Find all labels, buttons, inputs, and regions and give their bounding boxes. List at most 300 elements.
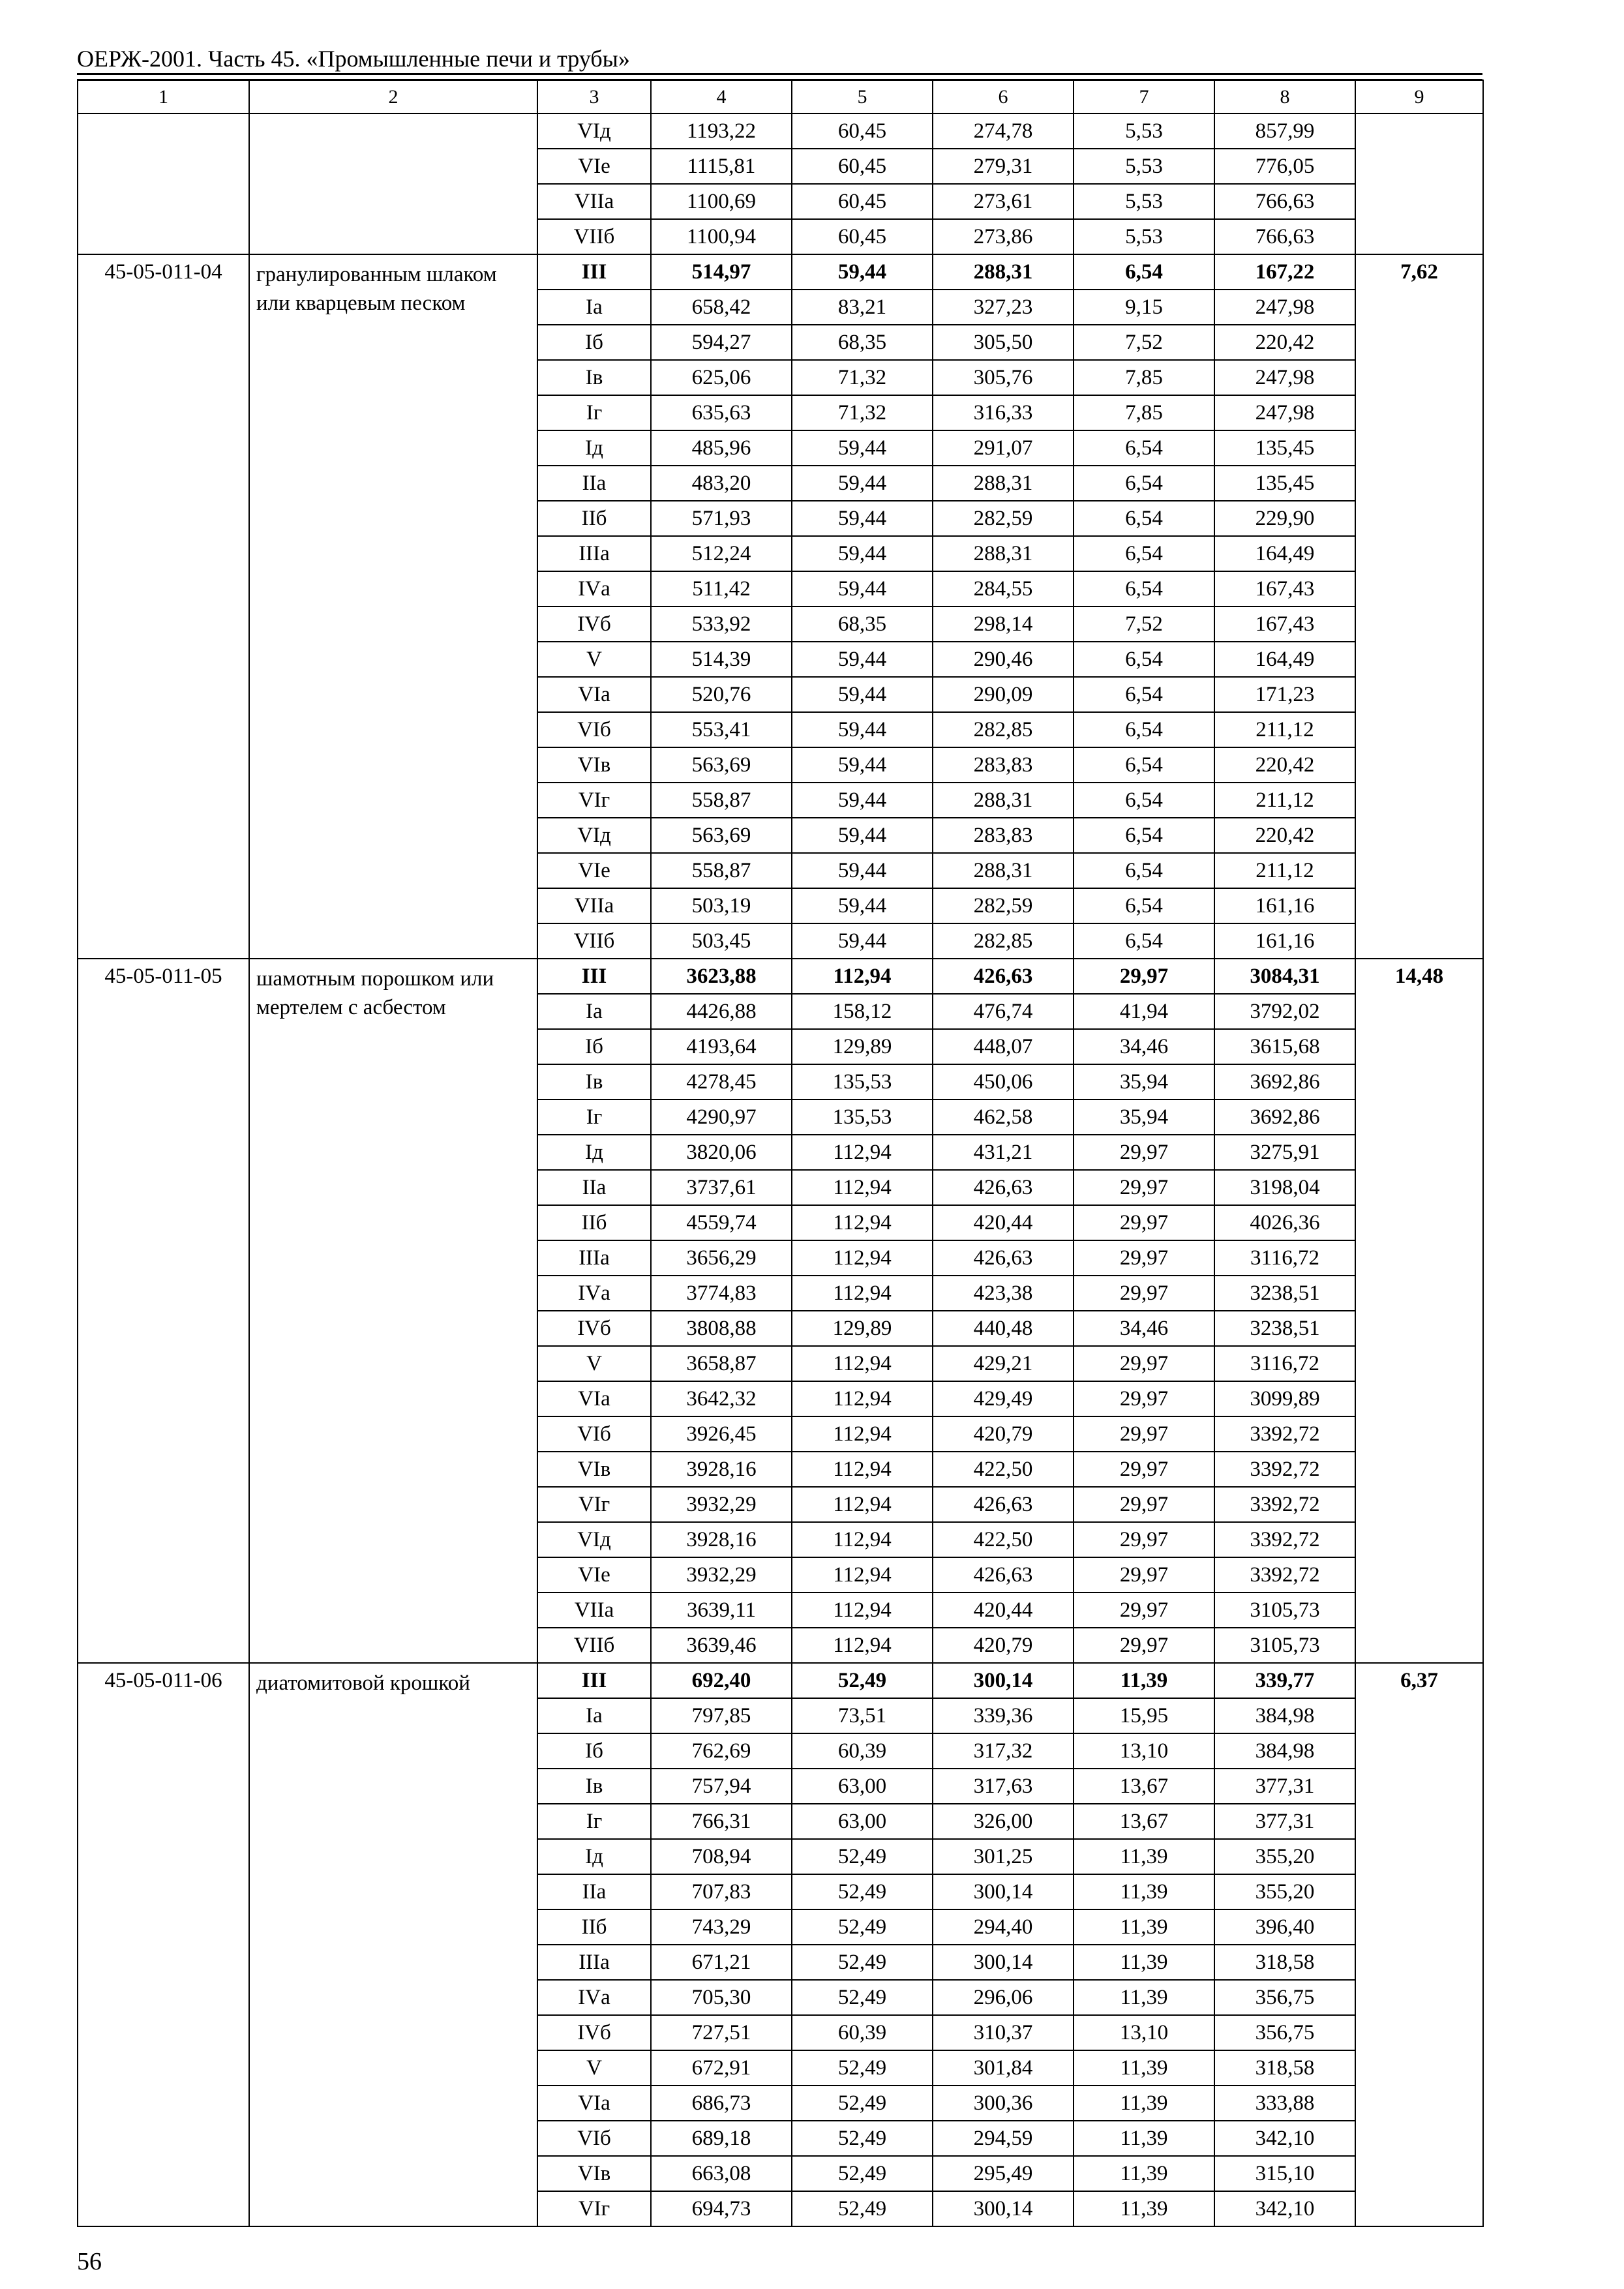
row-index-cell: IVб [537, 606, 651, 642]
row-index-cell: Iв [537, 360, 651, 395]
value-col5-cell: 60,39 [792, 2015, 933, 2050]
value-col4-cell: 514,39 [651, 642, 792, 677]
row-index-cell: IVб [537, 2015, 651, 2050]
value-col5-cell: 59,44 [792, 501, 933, 536]
value-col6-cell: 300,14 [933, 1945, 1074, 1980]
value-col7-cell: 29,97 [1074, 1205, 1214, 1240]
value-col8-cell: 3198,04 [1214, 1170, 1355, 1205]
value-col6-cell: 426,63 [933, 1170, 1074, 1205]
value-col7-cell: 5,53 [1074, 113, 1214, 149]
row-index-cell: Iг [537, 1804, 651, 1839]
value-col8-cell: 167,43 [1214, 606, 1355, 642]
value-col7-cell: 29,97 [1074, 1276, 1214, 1311]
value-col7-cell: 6,54 [1074, 783, 1214, 818]
value-col7-cell: 35,94 [1074, 1064, 1214, 1100]
column-header-4: 4 [651, 80, 792, 113]
value-col6-cell: 273,86 [933, 219, 1074, 254]
value-col6-cell: 283,83 [933, 818, 1074, 853]
value-col8-cell: 247,98 [1214, 395, 1355, 430]
value-col5-cell: 60,39 [792, 1733, 933, 1769]
value-col4-cell: 1193,22 [651, 113, 792, 149]
value-col5-cell: 52,49 [792, 1945, 933, 1980]
value-col4-cell: 3639,46 [651, 1628, 792, 1663]
value-col8-cell: 384,98 [1214, 1733, 1355, 1769]
value-col4-cell: 3774,83 [651, 1276, 792, 1311]
row-index-cell: VIв [537, 1452, 651, 1487]
row-index-cell: IIб [537, 501, 651, 536]
value-col5-cell: 52,49 [792, 2191, 933, 2226]
row-index-cell: VIб [537, 1416, 651, 1452]
value-col5-cell: 59,44 [792, 430, 933, 466]
value-col4-cell: 553,41 [651, 712, 792, 747]
value-col4-cell: 594,27 [651, 325, 792, 360]
value-col5-cell: 112,94 [792, 1628, 933, 1663]
value-col7-cell: 6,54 [1074, 571, 1214, 606]
value-col7-cell: 11,39 [1074, 2156, 1214, 2191]
value-col5-cell: 59,44 [792, 677, 933, 712]
work-description-cell: шамотным порошком или мертелем с асбестом [249, 959, 537, 1663]
value-col7-cell: 29,97 [1074, 1135, 1214, 1170]
value-col4-cell: 4290,97 [651, 1100, 792, 1135]
value-col7-cell: 29,97 [1074, 1416, 1214, 1452]
rates-table-container [77, 80, 1482, 2227]
column-header-9: 9 [1355, 80, 1483, 113]
value-col8-cell: 171,23 [1214, 677, 1355, 712]
row-index-cell: VIе [537, 853, 651, 888]
value-col7-cell: 6,54 [1074, 747, 1214, 783]
row-index-cell: V [537, 1346, 651, 1381]
value-col8-cell: 167,22 [1214, 254, 1355, 290]
row-index-cell: Iг [537, 395, 651, 430]
value-col9-cell: 14,48 [1355, 959, 1483, 1663]
row-index-cell: IVб [537, 1311, 651, 1346]
value-col8-cell: 164,49 [1214, 536, 1355, 571]
value-col5-cell: 112,94 [792, 1381, 933, 1416]
value-col8-cell: 3084,31 [1214, 959, 1355, 994]
row-index-cell: VIIб [537, 219, 651, 254]
value-col5-cell: 52,49 [792, 1663, 933, 1698]
value-col8-cell: 315,10 [1214, 2156, 1355, 2191]
value-col6-cell: 295,49 [933, 2156, 1074, 2191]
value-col5-cell: 52,49 [792, 1839, 933, 1874]
value-col4-cell: 3932,29 [651, 1557, 792, 1593]
value-col6-cell: 296,06 [933, 1980, 1074, 2015]
value-col6-cell: 284,55 [933, 571, 1074, 606]
value-col8-cell: 776,05 [1214, 149, 1355, 184]
work-description-cell: гранулированным шлаком или кварцевым песком [249, 254, 537, 959]
value-col5-cell: 52,49 [792, 2086, 933, 2121]
value-col8-cell: 318,58 [1214, 1945, 1355, 1980]
value-col6-cell: 420,79 [933, 1628, 1074, 1663]
value-col8-cell: 211,12 [1214, 853, 1355, 888]
value-col5-cell: 52,49 [792, 1909, 933, 1945]
row-index-cell: Iб [537, 1733, 651, 1769]
value-col5-cell: 158,12 [792, 994, 933, 1029]
value-col5-cell: 59,44 [792, 783, 933, 818]
value-col4-cell: 558,87 [651, 853, 792, 888]
row-index-cell: VIг [537, 2191, 651, 2226]
value-col7-cell: 11,39 [1074, 1909, 1214, 1945]
value-col7-cell: 29,97 [1074, 1487, 1214, 1522]
value-col7-cell: 11,39 [1074, 2121, 1214, 2156]
value-col7-cell: 29,97 [1074, 1452, 1214, 1487]
value-col4-cell: 707,83 [651, 1874, 792, 1909]
value-col6-cell: 274,78 [933, 113, 1074, 149]
value-col4-cell: 686,73 [651, 2086, 792, 2121]
row-index-cell: Iб [537, 325, 651, 360]
value-col8-cell: 167,43 [1214, 571, 1355, 606]
row-index-cell: Iв [537, 1769, 651, 1804]
row-index-cell: III [537, 254, 651, 290]
value-col4-cell: 1100,69 [651, 184, 792, 219]
value-col5-cell: 68,35 [792, 606, 933, 642]
value-col7-cell: 13,67 [1074, 1804, 1214, 1839]
value-col5-cell: 112,94 [792, 1135, 933, 1170]
row-index-cell: VIа [537, 677, 651, 712]
value-col8-cell: 211,12 [1214, 712, 1355, 747]
value-col6-cell: 279,31 [933, 149, 1074, 184]
value-col7-cell: 6,54 [1074, 923, 1214, 959]
value-col5-cell: 59,44 [792, 853, 933, 888]
value-col8-cell: 857,99 [1214, 113, 1355, 149]
value-col6-cell: 326,00 [933, 1804, 1074, 1839]
table-row [78, 113, 1483, 149]
value-col7-cell: 29,97 [1074, 1170, 1214, 1205]
value-col6-cell: 429,49 [933, 1381, 1074, 1416]
value-col5-cell: 59,44 [792, 747, 933, 783]
value-col7-cell: 29,97 [1074, 1381, 1214, 1416]
row-index-cell: VIIа [537, 1593, 651, 1628]
row-index-cell: Iа [537, 1698, 651, 1733]
row-index-cell: IIIа [537, 1240, 651, 1276]
row-index-cell: VIб [537, 2121, 651, 2156]
value-col7-cell: 7,85 [1074, 360, 1214, 395]
value-col8-cell: 211,12 [1214, 783, 1355, 818]
value-col6-cell: 273,61 [933, 184, 1074, 219]
value-col7-cell: 6,54 [1074, 677, 1214, 712]
value-col4-cell: 3808,88 [651, 1311, 792, 1346]
value-col8-cell: 220,42 [1214, 747, 1355, 783]
header-rule-thick [77, 73, 1482, 75]
value-col6-cell: 426,63 [933, 1240, 1074, 1276]
value-col8-cell: 355,20 [1214, 1839, 1355, 1874]
column-header-7: 7 [1074, 80, 1214, 113]
value-col4-cell: 512,24 [651, 536, 792, 571]
row-index-cell: V [537, 642, 651, 677]
rate-code-cell [78, 113, 249, 254]
value-col5-cell: 112,94 [792, 1452, 933, 1487]
value-col7-cell: 6,54 [1074, 888, 1214, 923]
value-col4-cell: 3623,88 [651, 959, 792, 994]
value-col6-cell: 288,31 [933, 466, 1074, 501]
value-col5-cell: 52,49 [792, 1980, 933, 2015]
value-col5-cell: 112,94 [792, 1416, 933, 1452]
value-col7-cell: 6,54 [1074, 818, 1214, 853]
value-col4-cell: 757,94 [651, 1769, 792, 1804]
value-col5-cell: 112,94 [792, 1240, 933, 1276]
row-index-cell: VIг [537, 1487, 651, 1522]
value-col6-cell: 282,59 [933, 501, 1074, 536]
value-col6-cell: 282,59 [933, 888, 1074, 923]
value-col4-cell: 762,69 [651, 1733, 792, 1769]
value-col5-cell: 112,94 [792, 1557, 933, 1593]
value-col4-cell: 483,20 [651, 466, 792, 501]
value-col5-cell: 71,32 [792, 360, 933, 395]
value-col6-cell: 290,09 [933, 677, 1074, 712]
value-col5-cell: 129,89 [792, 1029, 933, 1064]
value-col6-cell: 431,21 [933, 1135, 1074, 1170]
row-index-cell: Iд [537, 1135, 651, 1170]
column-header-8: 8 [1214, 80, 1355, 113]
column-number-row [78, 80, 1483, 113]
value-col4-cell: 797,85 [651, 1698, 792, 1733]
value-col5-cell: 60,45 [792, 149, 933, 184]
value-col4-cell: 3926,45 [651, 1416, 792, 1452]
value-col4-cell: 3928,16 [651, 1452, 792, 1487]
value-col8-cell: 3238,51 [1214, 1311, 1355, 1346]
value-col6-cell: 422,50 [933, 1452, 1074, 1487]
value-col5-cell: 112,94 [792, 1276, 933, 1311]
value-col4-cell: 658,42 [651, 290, 792, 325]
value-col6-cell: 300,14 [933, 1663, 1074, 1698]
value-col9-cell [1355, 113, 1483, 254]
value-col7-cell: 6,54 [1074, 430, 1214, 466]
value-col6-cell: 448,07 [933, 1029, 1074, 1064]
value-col8-cell: 247,98 [1214, 290, 1355, 325]
value-col8-cell: 384,98 [1214, 1698, 1355, 1733]
value-col8-cell: 342,10 [1214, 2191, 1355, 2226]
value-col4-cell: 3639,11 [651, 1593, 792, 1628]
row-index-cell: Iд [537, 430, 651, 466]
value-col5-cell: 59,44 [792, 923, 933, 959]
value-col6-cell: 291,07 [933, 430, 1074, 466]
value-col6-cell: 317,32 [933, 1733, 1074, 1769]
row-index-cell: IVа [537, 571, 651, 606]
value-col5-cell: 68,35 [792, 325, 933, 360]
value-col6-cell: 422,50 [933, 1522, 1074, 1557]
row-index-cell: VIд [537, 1522, 651, 1557]
value-col4-cell: 3642,32 [651, 1381, 792, 1416]
value-col6-cell: 476,74 [933, 994, 1074, 1029]
row-index-cell: Iа [537, 290, 651, 325]
value-col5-cell: 71,32 [792, 395, 933, 430]
table-row [78, 254, 1483, 290]
value-col5-cell: 52,49 [792, 2156, 933, 2191]
value-col5-cell: 112,94 [792, 1593, 933, 1628]
value-col8-cell: 220,42 [1214, 325, 1355, 360]
value-col4-cell: 663,08 [651, 2156, 792, 2191]
value-col4-cell: 692,40 [651, 1663, 792, 1698]
row-index-cell: IIIа [537, 1945, 651, 1980]
value-col4-cell: 563,69 [651, 818, 792, 853]
value-col8-cell: 3238,51 [1214, 1276, 1355, 1311]
row-index-cell: IVа [537, 1980, 651, 2015]
value-col8-cell: 4026,36 [1214, 1205, 1355, 1240]
rates-table [77, 80, 1484, 2227]
rate-code-cell: 45-05-011-04 [78, 254, 249, 959]
value-col4-cell: 694,73 [651, 2191, 792, 2226]
value-col4-cell: 3737,61 [651, 1170, 792, 1205]
row-index-cell: IIIа [537, 536, 651, 571]
rate-code-cell: 45-05-011-05 [78, 959, 249, 1663]
value-col8-cell: 3392,72 [1214, 1452, 1355, 1487]
value-col7-cell: 7,85 [1074, 395, 1214, 430]
value-col4-cell: 4559,74 [651, 1205, 792, 1240]
value-col5-cell: 112,94 [792, 1205, 933, 1240]
value-col7-cell: 11,39 [1074, 2191, 1214, 2226]
value-col4-cell: 671,21 [651, 1945, 792, 1980]
value-col6-cell: 300,36 [933, 2086, 1074, 2121]
value-col4-cell: 3656,29 [651, 1240, 792, 1276]
value-col4-cell: 3820,06 [651, 1135, 792, 1170]
value-col8-cell: 3692,86 [1214, 1064, 1355, 1100]
value-col6-cell: 420,44 [933, 1593, 1074, 1628]
value-col5-cell: 112,94 [792, 959, 933, 994]
value-col4-cell: 558,87 [651, 783, 792, 818]
value-col4-cell: 485,96 [651, 430, 792, 466]
value-col6-cell: 426,63 [933, 1557, 1074, 1593]
value-col8-cell: 135,45 [1214, 466, 1355, 501]
value-col7-cell: 13,67 [1074, 1769, 1214, 1804]
value-col7-cell: 29,97 [1074, 1240, 1214, 1276]
row-index-cell: VIа [537, 1381, 651, 1416]
value-col4-cell: 3932,29 [651, 1487, 792, 1522]
value-col6-cell: 300,14 [933, 1874, 1074, 1909]
value-col8-cell: 3615,68 [1214, 1029, 1355, 1064]
value-col5-cell: 59,44 [792, 466, 933, 501]
row-index-cell: IIб [537, 1205, 651, 1240]
value-col5-cell: 59,44 [792, 254, 933, 290]
value-col7-cell: 7,52 [1074, 325, 1214, 360]
value-col4-cell: 563,69 [651, 747, 792, 783]
value-col6-cell: 288,31 [933, 783, 1074, 818]
value-col7-cell: 11,39 [1074, 1945, 1214, 1980]
value-col7-cell: 9,15 [1074, 290, 1214, 325]
row-index-cell: VIг [537, 783, 651, 818]
row-index-cell: VIа [537, 2086, 651, 2121]
value-col8-cell: 3105,73 [1214, 1628, 1355, 1663]
value-col6-cell: 301,84 [933, 2050, 1074, 2086]
value-col7-cell: 35,94 [1074, 1100, 1214, 1135]
value-col9-cell: 6,37 [1355, 1663, 1483, 2226]
value-col7-cell: 5,53 [1074, 219, 1214, 254]
value-col6-cell: 310,37 [933, 2015, 1074, 2050]
value-col8-cell: 161,16 [1214, 888, 1355, 923]
value-col6-cell: 298,14 [933, 606, 1074, 642]
value-col7-cell: 29,97 [1074, 1557, 1214, 1593]
value-col5-cell: 59,44 [792, 888, 933, 923]
value-col4-cell: 625,06 [651, 360, 792, 395]
value-col6-cell: 462,58 [933, 1100, 1074, 1135]
value-col7-cell: 13,10 [1074, 2015, 1214, 2050]
value-col5-cell: 83,21 [792, 290, 933, 325]
column-header-1: 1 [78, 80, 249, 113]
row-index-cell: Iв [537, 1064, 651, 1100]
value-col6-cell: 305,76 [933, 360, 1074, 395]
value-col4-cell: 4278,45 [651, 1064, 792, 1100]
value-col5-cell: 135,53 [792, 1064, 933, 1100]
value-col4-cell: 3658,87 [651, 1346, 792, 1381]
value-col8-cell: 342,10 [1214, 2121, 1355, 2156]
value-col8-cell: 766,63 [1214, 219, 1355, 254]
value-col7-cell: 6,54 [1074, 254, 1214, 290]
value-col5-cell: 59,44 [792, 712, 933, 747]
value-col6-cell: 294,59 [933, 2121, 1074, 2156]
value-col6-cell: 316,33 [933, 395, 1074, 430]
row-index-cell: IIа [537, 466, 651, 501]
row-index-cell: Iд [537, 1839, 651, 1874]
value-col7-cell: 29,97 [1074, 1628, 1214, 1663]
value-col8-cell: 3105,73 [1214, 1593, 1355, 1628]
value-col4-cell: 727,51 [651, 2015, 792, 2050]
value-col8-cell: 3392,72 [1214, 1416, 1355, 1452]
value-col5-cell: 63,00 [792, 1769, 933, 1804]
row-index-cell: VIд [537, 113, 651, 149]
value-col8-cell: 161,16 [1214, 923, 1355, 959]
value-col9-cell: 7,62 [1355, 254, 1483, 959]
value-col8-cell: 3099,89 [1214, 1381, 1355, 1416]
value-col7-cell: 41,94 [1074, 994, 1214, 1029]
value-col7-cell: 29,97 [1074, 1522, 1214, 1557]
value-col6-cell: 440,48 [933, 1311, 1074, 1346]
value-col7-cell: 15,95 [1074, 1698, 1214, 1733]
value-col6-cell: 426,63 [933, 1487, 1074, 1522]
value-col5-cell: 52,49 [792, 2121, 933, 2156]
value-col7-cell: 6,54 [1074, 712, 1214, 747]
value-col8-cell: 3116,72 [1214, 1346, 1355, 1381]
value-col7-cell: 34,46 [1074, 1029, 1214, 1064]
value-col5-cell: 60,45 [792, 113, 933, 149]
row-index-cell: VIе [537, 1557, 651, 1593]
value-col5-cell: 60,45 [792, 219, 933, 254]
value-col7-cell: 29,97 [1074, 1346, 1214, 1381]
value-col4-cell: 3928,16 [651, 1522, 792, 1557]
value-col4-cell: 1115,81 [651, 149, 792, 184]
value-col4-cell: 689,18 [651, 2121, 792, 2156]
value-col8-cell: 3792,02 [1214, 994, 1355, 1029]
page-number: 56 [77, 2248, 102, 2275]
value-col8-cell: 164,49 [1214, 642, 1355, 677]
value-col6-cell: 290,46 [933, 642, 1074, 677]
rates-table-body [78, 113, 1483, 2226]
value-col8-cell: 3392,72 [1214, 1522, 1355, 1557]
page-header-title: ОЕРЖ-2001. Часть 45. «Промышленные печи и трубы» [77, 46, 630, 72]
value-col6-cell: 300,14 [933, 2191, 1074, 2226]
value-col4-cell: 672,91 [651, 2050, 792, 2086]
rate-code-cell: 45-05-011-06 [78, 1663, 249, 2226]
value-col8-cell: 333,88 [1214, 2086, 1355, 2121]
value-col5-cell: 112,94 [792, 1522, 933, 1557]
value-col8-cell: 396,40 [1214, 1909, 1355, 1945]
value-col6-cell: 288,31 [933, 254, 1074, 290]
value-col4-cell: 571,93 [651, 501, 792, 536]
row-index-cell: III [537, 959, 651, 994]
value-col4-cell: 766,31 [651, 1804, 792, 1839]
value-col7-cell: 13,10 [1074, 1733, 1214, 1769]
value-col6-cell: 420,79 [933, 1416, 1074, 1452]
value-col6-cell: 317,63 [933, 1769, 1074, 1804]
value-col6-cell: 429,21 [933, 1346, 1074, 1381]
column-header-3: 3 [537, 80, 651, 113]
value-col4-cell: 514,97 [651, 254, 792, 290]
column-header-6: 6 [933, 80, 1074, 113]
value-col7-cell: 7,52 [1074, 606, 1214, 642]
row-index-cell: Iг [537, 1100, 651, 1135]
value-col6-cell: 288,31 [933, 853, 1074, 888]
value-col5-cell: 73,51 [792, 1698, 933, 1733]
value-col8-cell: 355,20 [1214, 1874, 1355, 1909]
value-col7-cell: 6,54 [1074, 501, 1214, 536]
